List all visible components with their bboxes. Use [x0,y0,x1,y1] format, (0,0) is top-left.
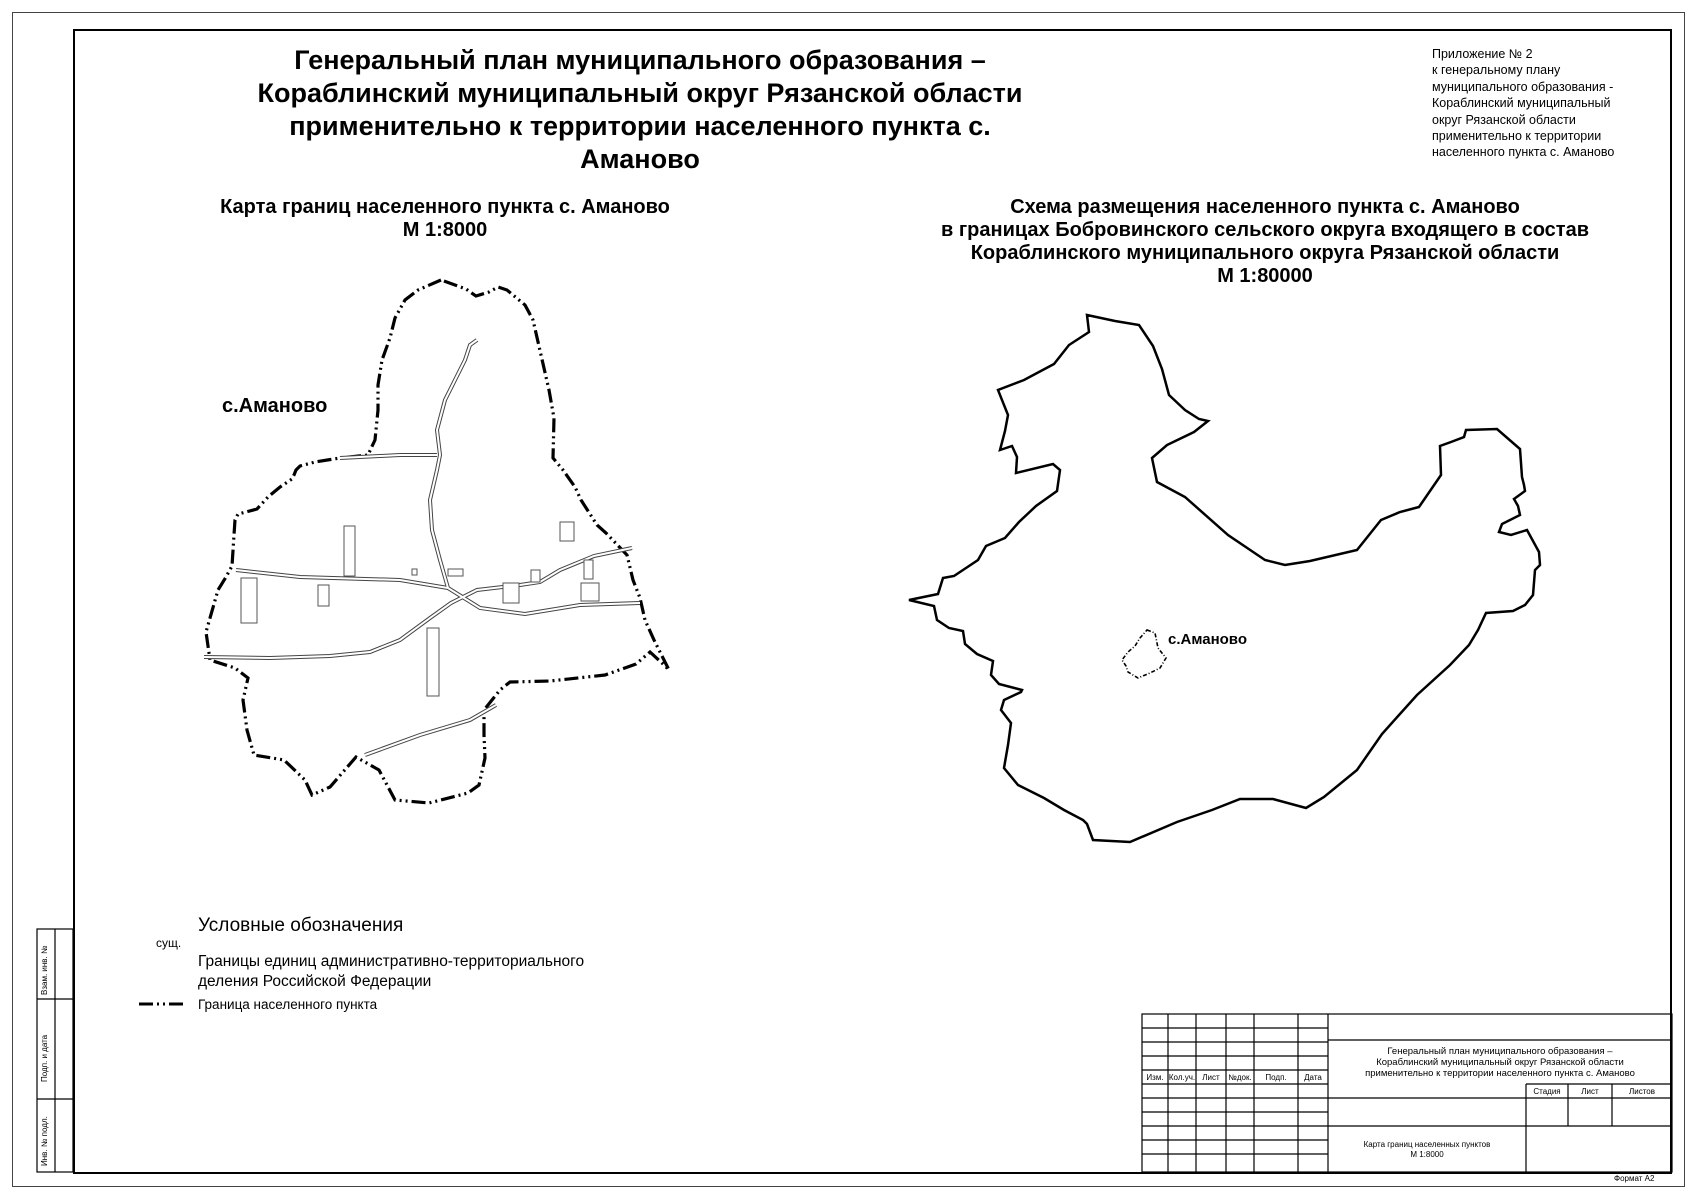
legend-settlement-boundary: Граница населенного пункта [198,997,378,1012]
appendix-line: к генеральному плану [1432,63,1561,78]
stamp-col-kol: Кол.уч. [1168,1073,1196,1082]
side-stamp-label: Инв. № подл. [40,1116,49,1166]
main-title: Генеральный план муниципального образования – Кораблинский муниципальный округ Рязанской области применительно к территории населенного пункта с. Аманово [257,45,1023,174]
stamp-col-doc: №док. [1228,1073,1252,1082]
side-stamp-label: Подп. и дата [40,1034,49,1082]
format-label: Формат А2 [1614,1174,1655,1183]
legend-admin-line: Границы единиц административно-территориального [198,953,585,970]
appendix-line: округ Рязанской области [1432,112,1576,127]
appendix-line: Приложение № 2 [1432,47,1533,61]
left-map-title-line: Карта границ населенного пункта с. Аманово [220,196,670,218]
settlement-boundary-left [206,280,669,803]
stamp-drawing-scale: М 1:8000 [1410,1150,1444,1159]
right-map-title-line: Схема размещения населенного пункта с. Аманово [1010,196,1520,218]
stamp-col-date: Дата [1304,1073,1322,1082]
stamp-stage-label: Стадия [1533,1087,1561,1096]
okrug-boundary [909,315,1540,842]
right-map-title-line: Кораблинского муниципального округа Рязанской области [970,242,1560,264]
legend-note: сущ. [156,936,182,950]
right-settlement-label: с.Аманово [1168,631,1247,648]
stamp-sheet-label: Лист [1581,1087,1599,1096]
side-stamp-label: Взам. инв. № [40,945,49,995]
appendix-line: муниципального образования - [1432,79,1614,94]
roads-left [204,340,640,755]
left-map-scale: М 1:8000 [402,219,488,241]
right-map-title-line: в границах Бобровинского сельского округа входящего в состав [940,219,1590,241]
stamp-title-line: Генеральный план муниципального образования – [1387,1046,1613,1057]
stamp-title-line: Кораблинский муниципальный округ Рязанской области [1376,1057,1624,1068]
legend-title: Условные обозначения [198,915,404,936]
stamp-title [1328,1046,1672,1079]
stamp-drawing-line: Карта границ населенных пунктов [1363,1140,1491,1149]
appendix-line: населенного пункта с. Аманово [1432,145,1615,160]
stamp-drawing-name [1328,1140,1526,1160]
right-map-scale: М 1:80000 [1217,265,1313,287]
stamp-col-list: Лист [1202,1073,1220,1082]
stamp-sheets-label: Листов [1629,1087,1655,1096]
stamp-title-line: применительно к территории населенного пункта с. Аманово [1365,1068,1635,1079]
stamp-col-podp: Подп. [1265,1073,1287,1082]
appendix-line: применительно к территории [1432,129,1602,144]
legend-admin-boundary [198,952,584,992]
legend-admin-line: деления Российской Федерации [198,973,432,990]
settlement-boundary-right [1122,630,1166,678]
left-settlement-label: с.Аманово [222,395,328,417]
stamp-col-izm: Изм. [1146,1073,1164,1082]
appendix-line: Кораблинский муниципальный [1432,96,1611,111]
roads-left-inner [204,340,640,755]
